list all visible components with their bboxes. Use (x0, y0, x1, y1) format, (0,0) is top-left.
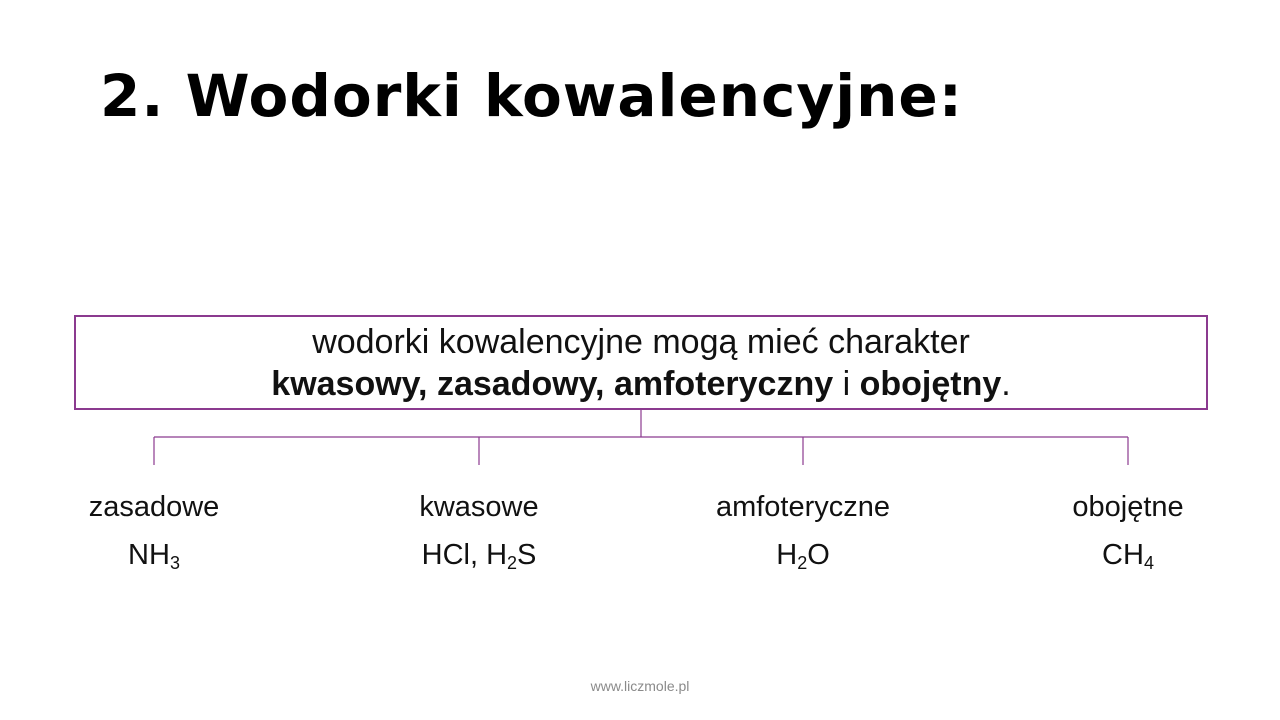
category-formula (1008, 536, 1248, 574)
category-zasadowe (34, 488, 274, 574)
formula-text: HCl, H (421, 539, 508, 571)
statement-bold-types: kwasowy, zasadowy, amfoteryczny (271, 365, 834, 403)
slide-title: 2. Wodorki kowalencyjne: (100, 62, 963, 130)
category-formula (34, 536, 274, 574)
formula-subscript: 2 (797, 553, 808, 573)
statement-connector: i (833, 365, 860, 403)
statement-line-2 (76, 363, 1206, 405)
category-label: kwasowe (419, 491, 539, 523)
formula-text: CH (1102, 539, 1144, 571)
footer-url: www.liczmole.pl (590, 678, 690, 694)
main-statement-box (74, 315, 1208, 410)
category-obojetne (1008, 488, 1248, 574)
category-label: obojętne (1072, 491, 1184, 523)
category-label: amfoteryczne (715, 491, 891, 523)
category-formula (683, 536, 923, 574)
category-formula (359, 536, 599, 574)
category-amfoteryczne (683, 488, 923, 574)
formula-text: O (807, 539, 830, 571)
formula-text: S (517, 539, 537, 571)
statement-period: . (1001, 365, 1011, 403)
statement-bold-neutral: obojętny (859, 365, 1002, 403)
formula-subscript: 3 (169, 553, 180, 573)
statement-line-1: wodorki kowalencyjne mogą mieć charakter (312, 323, 970, 361)
formula-text: H (776, 539, 798, 571)
formula-text: NH (128, 539, 170, 571)
category-kwasowe (359, 488, 599, 574)
category-label: zasadowe (88, 491, 220, 523)
formula-subscript: 2 (507, 553, 518, 573)
formula-subscript: 4 (1143, 553, 1154, 573)
